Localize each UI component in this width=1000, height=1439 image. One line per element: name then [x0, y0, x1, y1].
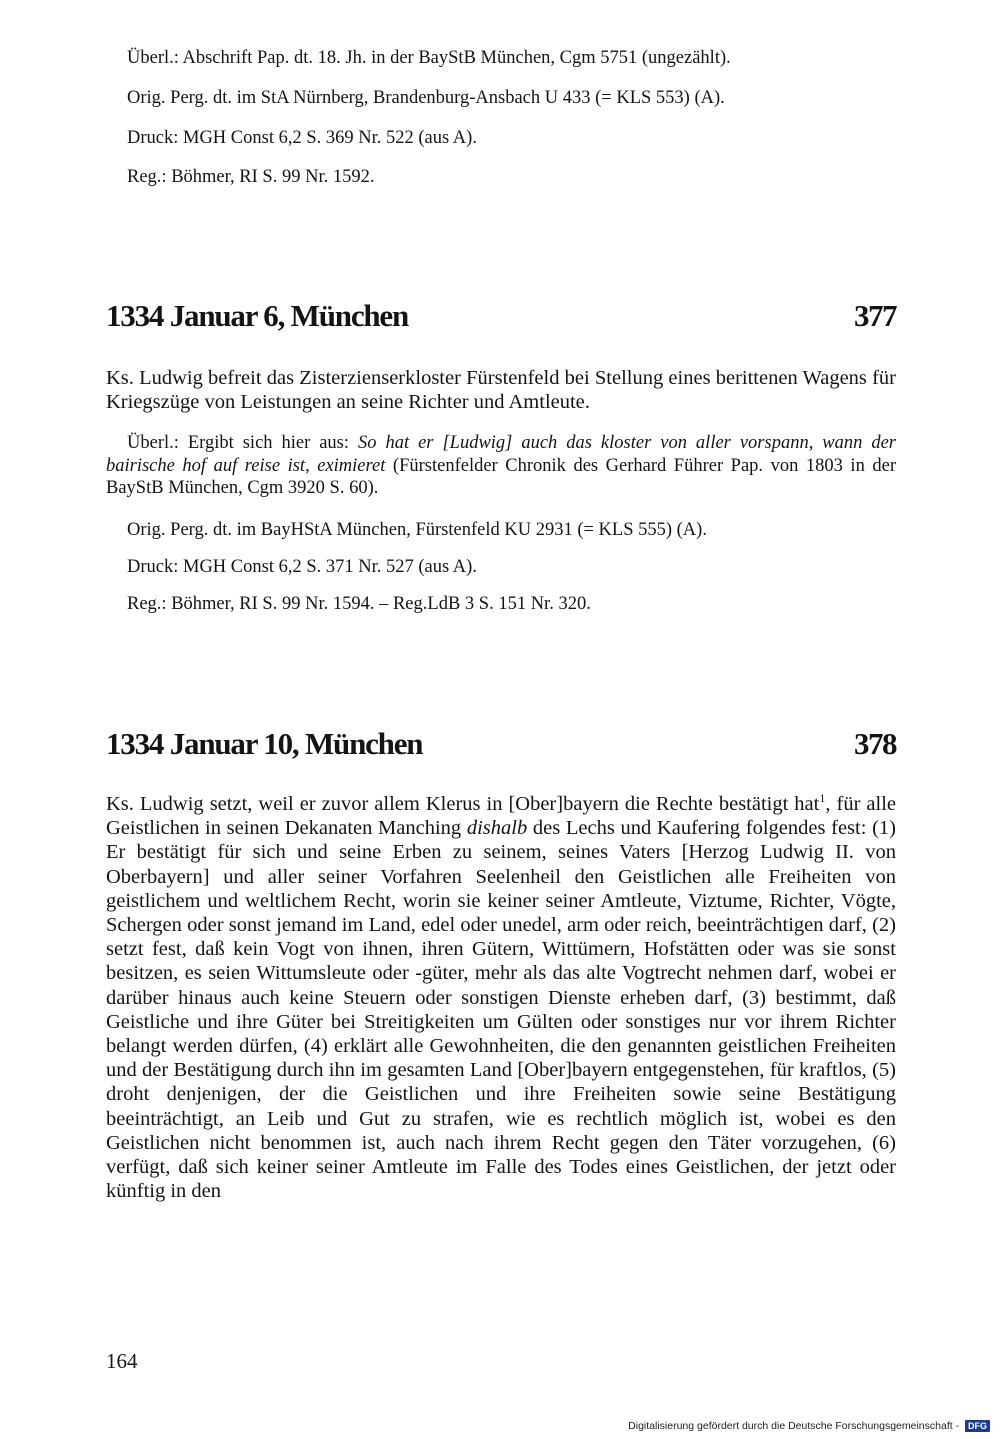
- entry-377-ueberl-quote: So hat er [Ludwig] auch das kloster von aller vorspann, wann der bairische hof auf reise ist, eximieret: [106, 433, 897, 476]
- page-number: 164: [106, 1349, 138, 1373]
- entry-377-druck: Druck: MGH Const 6,2 S. 371 Nr. 527 (aus A).: [127, 557, 477, 577]
- prev-reg: Reg.: Böhmer, RI S. 99 Nr. 1592.: [127, 167, 375, 187]
- entry-378-summary-italic: dishalb: [466, 817, 528, 840]
- footer-credit: [628, 1420, 990, 1432]
- entry-378-summary-part3: des Lechs und Kaufering folgendes fest: (1) Er bestätigt für sich und seine Erben zu seinem, seines Vaters [Herzog Ludwig II. von Oberbayern] und aller seiner Vorfahren Seelenheil den Geistlichen alle Freiheiten von geistlichem und weltlichem Recht, worin sie keiner seiner Amtleute, Viztume, Richter, Vögte, Schergen oder sonst jemand im Land, edel oder unedel, arm oder reich, beeinträchtigen darf, (2) setzt fest, daß kein Vogt von ihnen, ihren Gütern, Wittümern, Hofstätten oder was sie sonst besitzen, es seien Wittumsleute oder -güter, mehr als das alte Vogtrecht nehmen darf, wobei er darüber hinaus auch keine Steuern oder sonstigen Dienste erheben darf, (3) bestimmt, daß Geistliche und ihre Güter bei Streitigkeiten um Gülten oder sonstiges nur vor ihrem Richter belangt werden dürfen, (4) erklärt alle Gewohnheiten, die den genannten geistlichen Freiheiten und der Bestätigung durch ihn im gesamten Land [Ober]bayern entgegenstehen, für kraftlos, (5) droht denjenigen, der die Geistlichen und ihre Freiheiten sowie seine Bestätigung beeinträchtigt, an Leib und Gut zu strafen, wie es rechtlich möglich ist, wobei es den Geistlichen nicht benommen ist, auch nach ihrem Recht gegen den Täter vorzugehen, (6) verfügt, daß sich keiner seiner Amtleute im Falle des Todes eines Geistlichen, der jetzt oder künftig in den: [106, 817, 896, 1203]
- entry-377-number: 377: [854, 298, 896, 333]
- entry-377-ueberl-suffix: (Fürstenfelder Chronik des Gerhard Führer Pap. von 1803 in der BayStB München, Cgm 3920 S. 60).: [106, 455, 896, 498]
- entry-378-summary-part1: Ks. Ludwig setzt, weil er zuvor allem Klerus in [Ober]bayern die Rechte bestätigt hat: [106, 793, 820, 815]
- entry-377-ueberl: [106, 432, 896, 500]
- prev-orig: Orig. Perg. dt. im StA Nürnberg, Brandenburg-Ansbach U 433 (= KLS 553) (A).: [127, 88, 725, 108]
- dfg-logo: DFG: [965, 1420, 990, 1432]
- entry-377-heading: [106, 298, 896, 342]
- entry-377-orig: Orig. Perg. dt. im BayHStA München, Fürstenfeld KU 2931 (= KLS 555) (A).: [127, 520, 707, 540]
- footer-text: Digitalisierung gefördert durch die Deutsche Forschungsgemeinschaft -: [628, 1420, 960, 1432]
- entry-378-number: 378: [854, 726, 896, 761]
- entry-378-summary: [106, 792, 896, 1203]
- entry-377-reg: Reg.: Böhmer, RI S. 99 Nr. 1594. – Reg.LdB 3 S. 151 Nr. 320.: [127, 594, 591, 614]
- entry-377-summary: Ks. Ludwig befreit das Zisterzienserkloster Fürstenfeld bei Stellung eines berittenen Wagens für Kriegszüge von Leistungen an seine Richter und Amtleute.: [106, 367, 896, 414]
- prev-ueberl: Überl.: Abschrift Pap. dt. 18. Jh. in der BayStB München, Cgm 5751 (ungezählt).: [127, 48, 731, 68]
- entry-378-heading: [106, 726, 896, 770]
- footnote-mark: 1: [819, 791, 826, 806]
- prev-druck: Druck: MGH Const 6,2 S. 369 Nr. 522 (aus A).: [127, 128, 477, 148]
- entry-378-title: 1334 Januar 10, München: [106, 726, 423, 761]
- entry-377-title: 1334 Januar 6, München: [106, 298, 409, 333]
- entry-377-ueberl-prefix: Überl.: Ergibt sich hier aus:: [127, 433, 350, 453]
- entry-378-summary-part2: , für alle Geistlichen in seinen Dekanaten Manching: [106, 793, 896, 840]
